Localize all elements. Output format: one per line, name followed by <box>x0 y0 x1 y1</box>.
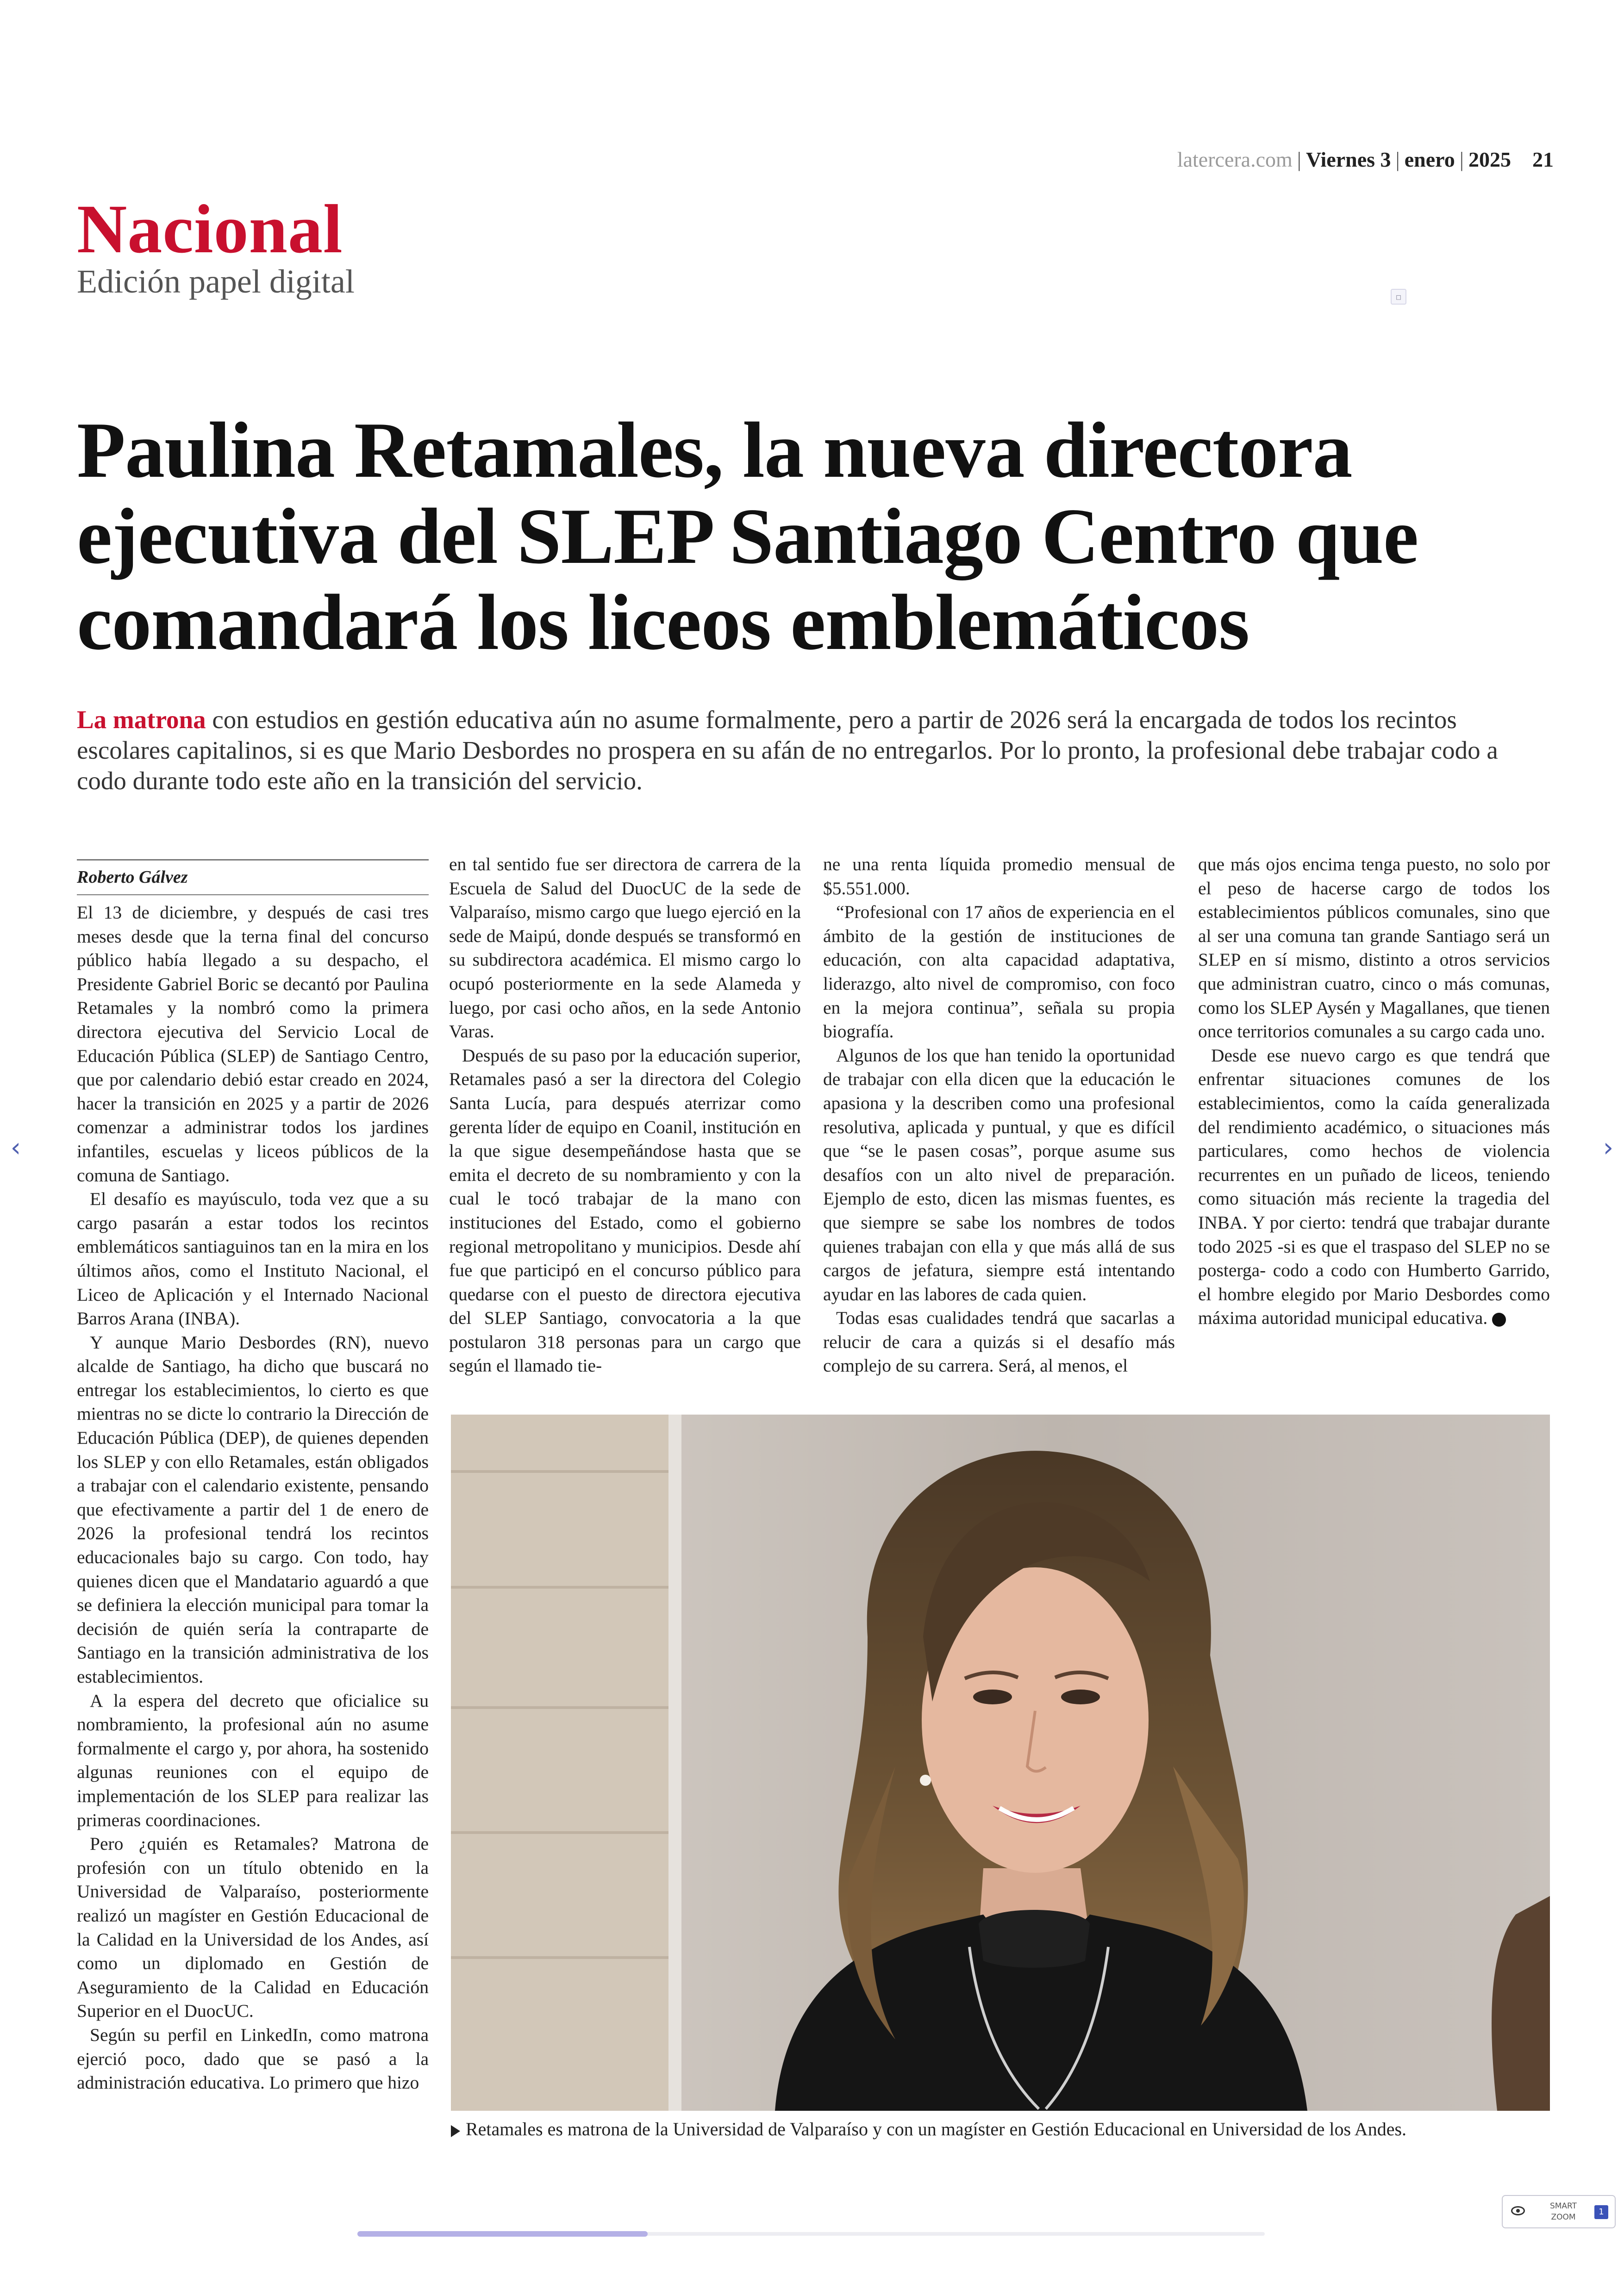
paragraph: A la espera del decreto que oficialice su nombramiento, la profesional aún no asume formalmente el cargo y, por ahora, ha sostenido algunas reuniones con el equipo de implementación de los SLEP para realizar las primeras coordinaciones. <box>77 1690 429 1830</box>
byline: Roberto Gálvez <box>77 859 429 887</box>
deck-lead: La matrona <box>77 705 206 734</box>
deck-text: con estudios en gestión educativa aún no asume formalmente, pero a partir de 2026 será la encargada de todos los recintos escolares capitalinos, si es que Mario Desbordes no prospera en su afán de no entregarlos. Por lo pronto, la profesional debe trabajar codo a codo durante todo este año en la transición del servicio. <box>77 705 1498 795</box>
paragraph: que más ojos encima tenga puesto, no solo por el peso de hacerse cargo de todos los establecimientos públicos comunales, sino que al ser una comuna tan grande Santiago será un SLEP en sí mismo, distinto a otros servicios que administran cuatro, cinco o más comunas, como los SLEP Aysén y Magallanes, que tienen once territorios comunales a su cargo cada uno. <box>1198 854 1550 1042</box>
paragraph: Después de su paso por la educación superior, Retamales pasó a ser la directora del Colegio Santa Lucía, para después aterrizar como gerenta líder de equipo en Coanil, institución en la que sigue desempeñándose hasta que se emita el decreto de su nombramiento y con la cual le tocó trabajar de la mano con instituciones del Estado, como el gobierno regional metropolitano y municipios. Desde ahí fue que participó en el concurso público para quedarse con el puesto de directora ejecutiva del SLEP Santiago, convocatoria a la que postularon 318 personas para un cargo que según el llamado tie- <box>449 1045 801 1376</box>
photo-caption <box>451 2118 1550 2140</box>
paragraph: El 13 de diciembre, y después de casi tres meses desde que la terna final del concurso público había llegado a su despacho, el Presidente Gabriel Boric se decantó por Paulina Retamales y la nombró como la primera directora ejecutiva del Servicio Local de Educación Pública (SLEP) de Santiago Centro, que por calendario debió estar creado en 2024, hacer la transición en 2025 y a partir de 2026 comenzar a administrar todos los jardines infantiles, escuelas y liceos públicos de la comuna de Santiago. <box>77 902 429 1185</box>
smart-zoom-button[interactable] <box>1502 2195 1616 2228</box>
paragraph: Según su perfil en LinkedIn, como matrona ejerció poco, dado que se pasó a la administración educativa. Lo primero que hizo <box>77 2024 429 2093</box>
section-subtitle: Edición papel digital <box>77 263 355 300</box>
paragraph: Pero ¿quién es Retamales? Matrona de profesión con un título obtenido en la Universidad de Valparaíso, posteriormente realizó un magíster en Gestión Educacional de la Calidad en la Universidad de los Andes, así como un diplomado en Gestión de Aseguramiento de la Calidad en Educación Superior en el DuocUC. <box>77 1834 429 2021</box>
article-column-4 <box>1198 853 1550 1330</box>
page-scroll-thumb[interactable] <box>357 2231 648 2237</box>
portrait-illustration <box>451 1415 1550 2111</box>
caption-text: Retamales es matrona de la Universidad de Valparaíso y con un magíster en Gestión Educacional en Universidad de los Andes. <box>466 2119 1407 2139</box>
end-dot-icon <box>1492 1313 1506 1327</box>
article-deck <box>77 705 1540 796</box>
issue-day: Viernes 3 <box>1306 148 1391 171</box>
eye-icon <box>1511 2206 1525 2215</box>
article-photo <box>451 1415 1550 2111</box>
paragraph: Y aunque Mario Desbordes (RN), nuevo alcalde de Santiago, ha dicho que buscará no entregar los establecimientos, lo cierto es que mientras no se dicte lo contrario la Dirección de Educación Pública (DEP), de quienes dependen los SLEP y con ello Retamales, están obligados a trabajar con el calendario existente, pensando que efectivamente a partir del 1 de enero de 2026 la profesional tendrá los recintos educacionales bajo su cargo. Con todo, hay quienes dicen que el Mandatario aguardó a que se definiera la elección municipal para tomar la decisión de quién sería la contraparte de Santiago en la transición administrativa de los establecimientos. <box>77 1332 429 1687</box>
paragraph-text: Desde ese nuevo cargo es que tendrá que enfrentar situaciones comunes de los establecimientos, como la caída generalizada del rendimiento académico, o situaciones más particulares, como hechos de violencia recurrentes en un puñado de liceos, teniendo como situación más reciente la tragedia del INBA. Y por cierto: tendrá que trabajar durante todo 2025 -si es que el traspaso del SLEP no se posterga- codo a codo con Humberto Garrido, el hombre elegido por Mario Desbordes como máxima autoridad municipal educativa. <box>1198 1045 1550 1328</box>
page-meta: latercera.com | Viernes 3 | enero | 2025 21 <box>1177 148 1554 171</box>
site-name: latercera.com <box>1177 148 1293 171</box>
chevron-right-icon[interactable]: › <box>1603 1133 1614 1163</box>
chevron-left-icon[interactable]: ‹ <box>10 1133 21 1163</box>
triangle-right-icon <box>451 2125 460 2137</box>
paragraph: “Profesional con 17 años de experiencia en el ámbito de la gestión de instituciones de educación, con alta capacidad adaptativa, liderazgo, alto nivel de compromiso, con foco en la mejora continua”, señala su propia biografía. <box>823 902 1175 1042</box>
paragraph: ne una renta líquida promedio mensual de $5.551.000. <box>823 854 1175 898</box>
section-title: Nacional <box>77 191 343 268</box>
article-column-2 <box>449 853 801 1378</box>
article-column-1 <box>77 901 429 2095</box>
paragraph: El desafío es mayúsculo, toda vez que a su cargo pasarán a estar todos los recintos emblemáticos santiaguinos tan en la mira en los últimos años, como el Instituto Nacional, el Liceo de Aplicación y el Internado Nacional Barros Arana (INBA). <box>77 1189 429 1329</box>
article-headline: Paulina Retamales, la nueva directora ejecutiva del SLEP Santiago Centro que comandará los liceos emblemáticos <box>77 406 1418 667</box>
issue-year: 2025 <box>1468 148 1511 171</box>
article-column-3 <box>823 853 1175 1378</box>
paragraph: Algunos de los que han tenido la oportunidad de trabajar con ella dicen que la educación le apasiona y la describen como una profesional resolutiva, aplicada y puntual, y que es difícil que “se le pasen cosas”, porque asume sus desafíos con un alto nivel de preparación. Ejemplo de esto, dicen las mismas fuentes, es que siempre se sabe los nombres de todos quienes trabajan con ella y que más allá de sus cargos de jefatura, siempre está intentando ayudar en las labores de cada quien. <box>823 1045 1175 1304</box>
byline-divider <box>77 894 429 895</box>
paragraph: en tal sentido fue ser directora de carrera de la Escuela de Salud del DuocUC de la sede de Valparaíso, mismo cargo que luego ejerció en la sede de Maipú, donde después se transformó en su subdirectora académica. El mismo cargo lo ocupó posteriormente en la sede Alameda y luego, por casi ocho años, en la sede Antonio Varas. <box>449 854 801 1042</box>
smart-zoom-label: SMART ZOOM <box>1549 2201 1577 2222</box>
issue-month: enero <box>1404 148 1455 171</box>
paragraph: Todas esas cualidades tendrá que sacarlas a relucir de cara a quizás si el desafío más complejo de su carrera. Será, al menos, el <box>823 1308 1175 1376</box>
page-number: 21 <box>1532 148 1554 171</box>
page-marker-icon: ▫ <box>1391 289 1406 305</box>
smart-zoom-count: 1 <box>1594 2205 1608 2219</box>
paragraph <box>1198 1044 1550 1330</box>
